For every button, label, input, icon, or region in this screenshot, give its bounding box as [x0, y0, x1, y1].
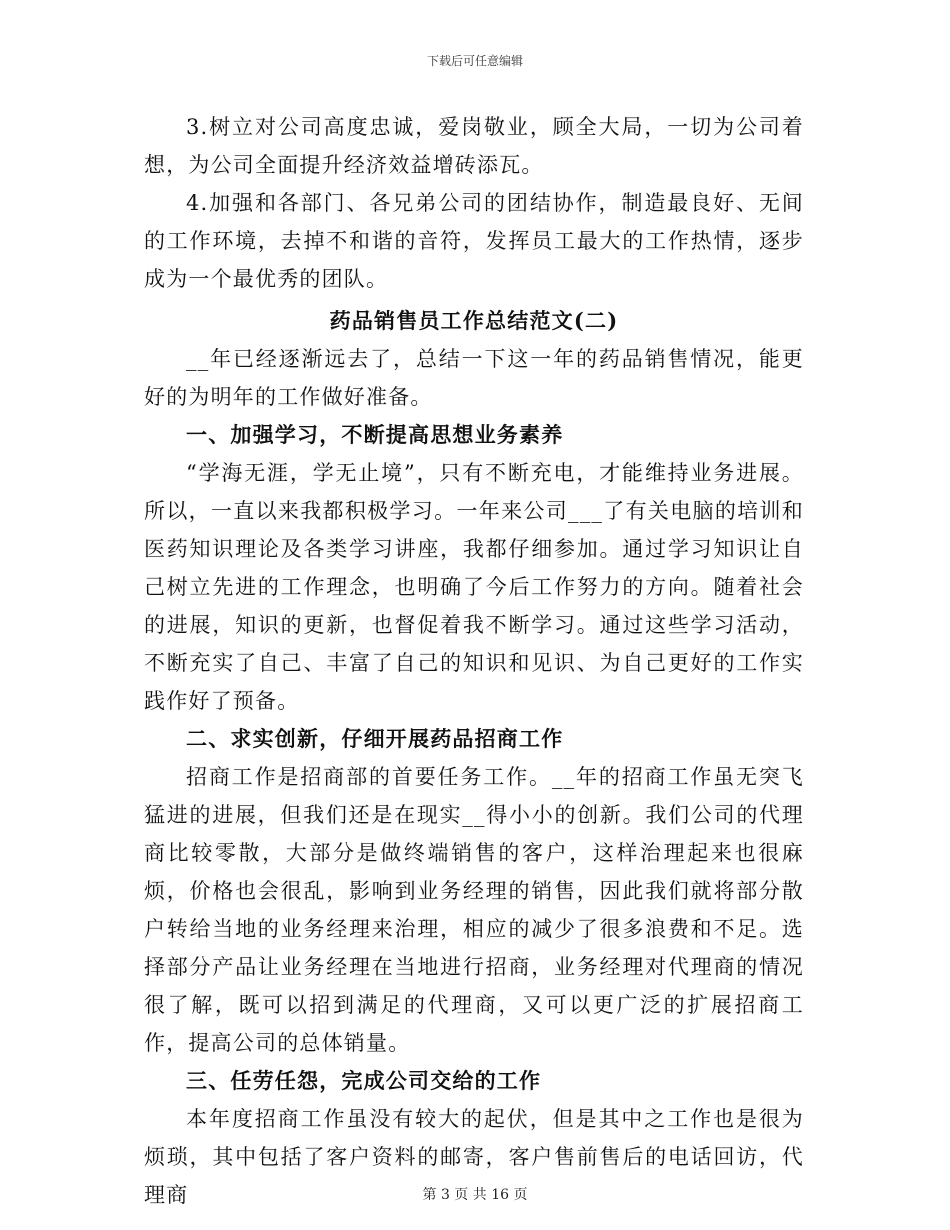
- learning-paragraph: “学海无涯，学无止境”，只有不断充电，才能维持业务进展。所以，一直以来我都积极学习。一年来公司___了有关电脑的培训和医药知识理论及各类学习讲座，我都仔细参加。通过学习知识让自己树立先进的工作理念，也明确了今后工作努力的方向。随着社会的进展，知识的更新，也督促着我不断学习。通过这些学习活动，不断充实了自己、丰富了自己的知识和见识、为自己更好的工作实践作好了预备。: [144, 461, 804, 713]
- paragraph-item-3: 3.树立对公司高度忠诚，爱岗敬业，顾全大局，一切为公司着想，为公司全面提升经济效益增砖添瓦。: [144, 115, 804, 177]
- innovation-paragraph: 招商工作是招商部的首要任务工作。__年的招商工作虽无突飞猛进的进展，但我们还是在现实__得小小的创新。我们公司的代理商比较零散，大部分是做终端销售的客户，这样治理起来也很麻烦，价格也会很乱，影响到业务经理的销售，因此我们就将部分散户转给当地的业务经理来治理，相应的减少了很多浪费和不足。选择部分产品让业务经理在当地进行招商，业务经理对代理商的情况很了解，既可以招到满足的代理商，又可以更广泛的扩展招商工作，提高公司的总体销量。: [144, 765, 804, 1055]
- diligence-paragraph: 本年度招商工作虽没有较大的起伏，但是其中之工作也是很为烦琐，其中包括了客户资料的邮寄，客户售前售后的电话回访，代理商: [144, 1107, 804, 1207]
- document-body: [144, 108, 804, 1214]
- heading-learning: 一、加强学习，不断提高思想业务素养: [186, 422, 564, 447]
- heading-innovation: 二、求实创新，仔细开展药品招商工作: [186, 726, 564, 751]
- header-note: 下载后可任意编辑: [426, 54, 523, 68]
- paragraph-item-4: 4.加强和各部门、各兄弟公司的团结协作，制造最良好、无间的工作环境，去掉不和谐的音符，发挥员工最大的工作热情，逐步成为一个最优秀的团队。: [144, 191, 804, 291]
- page-footer: 第 3 页 共 16 页: [422, 1187, 528, 1203]
- heading-diligence: 三、任劳任怨，完成公司交给的工作: [186, 1068, 542, 1093]
- section-title: 药品销售员工作总结范文(二): [329, 308, 619, 333]
- intro-paragraph: __年已经逐渐远去了，总结一下这一年的药品销售情况，能更好的为明年的工作做好准备。: [144, 347, 804, 409]
